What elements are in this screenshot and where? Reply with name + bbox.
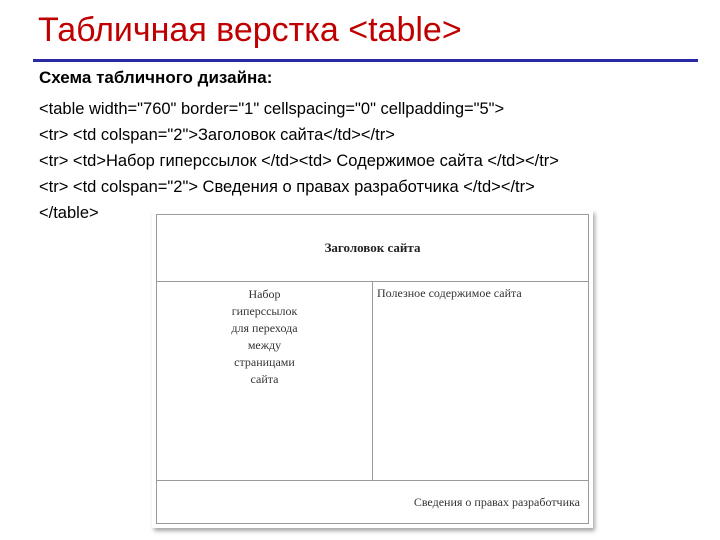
code-line: </table>: [39, 204, 99, 222]
slide-title: Табличная верстка <table>: [38, 11, 462, 49]
content-cell: Полезное содержимое сайта: [373, 282, 589, 481]
header-cell: Заголовок сайта: [157, 215, 589, 282]
footer-row: [157, 481, 589, 524]
nav-line: для перехода: [231, 321, 298, 335]
nav-line: между: [247, 338, 282, 352]
nav-line: гиперссылок: [231, 304, 298, 318]
code-line: <tr> <td colspan="2">Заголовок сайта</td></tr>: [39, 126, 395, 144]
title-underline: [33, 59, 698, 62]
nav-line: страницами: [234, 355, 295, 369]
body-row: [157, 282, 589, 481]
nav-cell: [157, 282, 373, 481]
subtitle: Схема табличного дизайна:: [39, 68, 273, 87]
code-line: <tr> <td>Набор гиперссылок </td><td> Содержимое сайта </td></tr>: [39, 152, 559, 170]
nav-line: сайта: [250, 372, 279, 386]
code-line: <table width="760" border="1" cellspacing="0" cellpadding="5">: [39, 100, 505, 118]
layout-preview-table: [156, 214, 589, 524]
nav-line: Набор: [248, 287, 281, 301]
code-listing: [39, 96, 559, 226]
footer-cell: Сведения о правах разработчика: [157, 481, 589, 524]
header-row: [157, 215, 589, 282]
layout-preview-screenshot: [152, 210, 593, 528]
code-line: <tr> <td colspan="2"> Сведения о правах разработчика </td></tr>: [39, 178, 535, 196]
